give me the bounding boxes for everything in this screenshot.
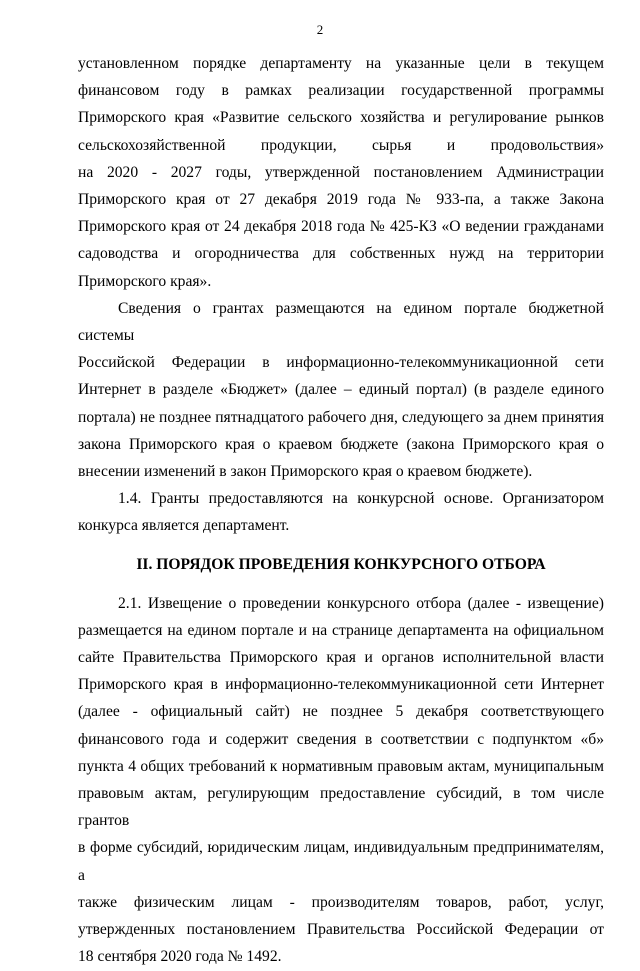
text-line: Приморского края от 24 декабря 2018 года № 425-КЗ «О ведении гражданами (78, 218, 604, 236)
paragraph-announcement (78, 590, 604, 971)
text-line: 1.4. Гранты предоставляются на конкурсной основе. Организатором (118, 490, 604, 508)
paragraph-competitive-basis (78, 485, 604, 539)
text-line: в форме субсидий, юридическим лицам, индивидуальным предпринимателям, а (78, 839, 604, 884)
text-line: внесении изменений в закон Приморского края о краевом бюджете). (78, 463, 533, 481)
text-line: Приморского края «Развитие сельского хозяйства и регулирование рынков (78, 109, 604, 127)
text-line: утвержденных постановлением Правительства Российской Федерации от (78, 921, 604, 939)
text-line: Сведения о грантах размещаются на едином портале бюджетной системы (78, 299, 604, 345)
paragraph-funding-basis (78, 50, 604, 295)
text-line: Интернет в разделе «Бюджет» (далее – единый портал) (в разделе единого (78, 381, 604, 399)
text-line: 2.1. Извещение о проведении конкурсного отбора (далее - извещение) (118, 594, 604, 612)
text-line: Российской Федерации в информационно-телекоммуникационной сети (78, 354, 604, 372)
text-line: портала) не позднее пятнадцатого рабочего дня, следующего за днем принятия (78, 408, 604, 426)
text-line: размещается на едином портале и на странице департамента на официальном (78, 621, 604, 639)
text-line: финансового года и содержит сведения в соответствии с подпунктом «б» (78, 730, 604, 748)
text-line: установленном порядке департаменту на указанные цели в текущем (78, 55, 604, 72)
text-line: закона Приморского края о краевом бюджете (закона Приморского края о (78, 435, 604, 453)
text-line: сайте Правительства Приморского края и органов исполнительной власти (78, 649, 604, 667)
text-line: сельскохозяйственной продукции, сырья и продовольствия» (78, 136, 604, 154)
paragraph-grant-information (78, 295, 604, 485)
text-line: Приморского края». (78, 272, 212, 290)
text-line: конкурса является департамент. (78, 517, 290, 535)
section-heading: II. ПОРЯДОК ПРОВЕДЕНИЯ КОНКУРСНОГО ОТБОРА (136, 555, 546, 573)
page-number: 2 (316, 22, 324, 37)
text-line: садоводства и огородничества для собственных нужд на территории (78, 245, 604, 263)
text-line: также физическим лицам - производителям товаров, работ, услуг, (78, 893, 604, 911)
text-line: на 2020 - 2027 годы, утвержденной постановлением Администрации (78, 163, 604, 181)
text-line: финансовом году в рамках реализации государственной программы (78, 82, 604, 100)
text-line: 18 сентября 2020 года № 1492. (78, 948, 282, 966)
text-line: Приморского края в информационно-телекоммуникационной сети Интернет (78, 676, 604, 694)
text-line: правовым актам, регулирующим предоставление субсидий, в том числе грантов (78, 785, 604, 830)
document-body (78, 50, 604, 971)
text-line: (далее - официальный сайт) не позднее 5 декабря соответствующего (78, 703, 604, 721)
text-line: Приморского края от 27 декабря 2019 года № 933-па, а также Закона (78, 191, 604, 209)
text-line: пункта 4 общих требований к нормативным правовым актам, муниципальным (78, 757, 604, 775)
